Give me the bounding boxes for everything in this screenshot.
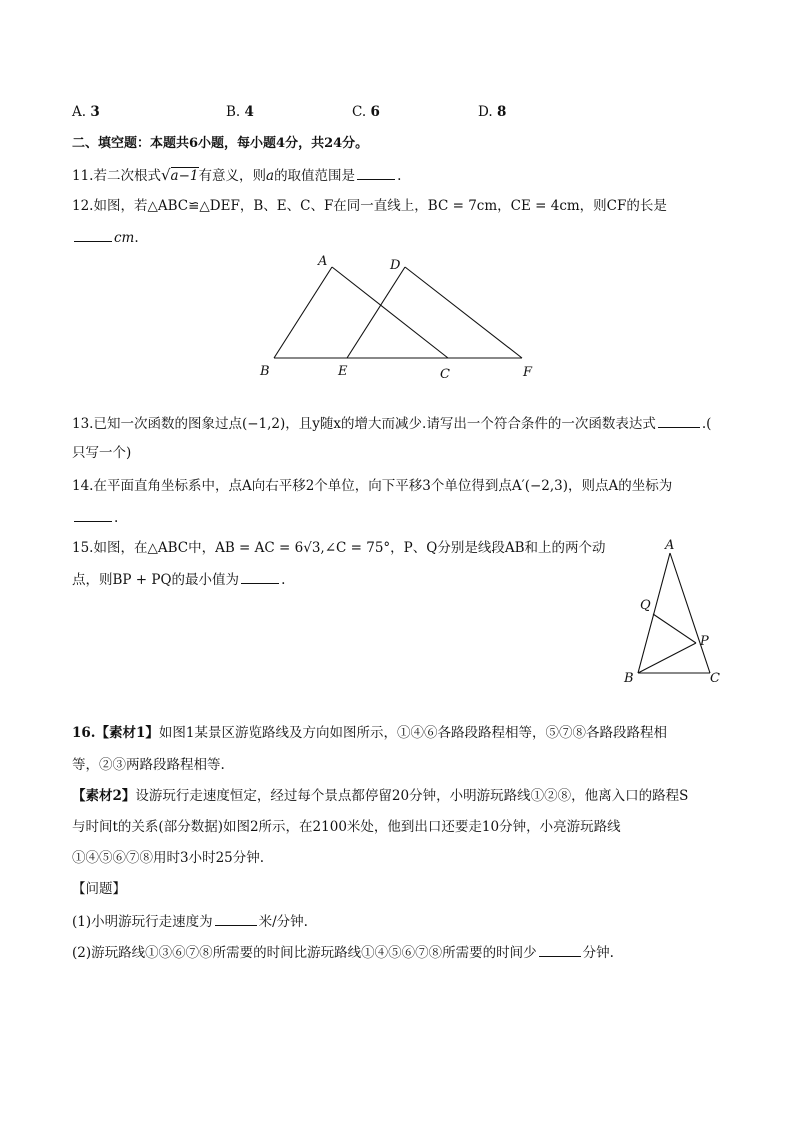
segment-ba xyxy=(274,267,332,358)
question-12-line2: cm. xyxy=(72,227,139,248)
question-15-line1: 15.如图，在△ABC中，AB = AC = 6√3,∠C = 75°，P、Q分别是线段AB和上的两个动 xyxy=(72,540,606,556)
question-16-material2-line2: 与时间t的关系(部分数据)如图2所示，在2100米处，他到出口还要走10分钟，小亮游玩路线 xyxy=(72,819,621,835)
option-b: B. 4 xyxy=(226,104,254,120)
question-16-part1: (1)小明游玩行走速度为 米/分钟. xyxy=(72,911,308,932)
segment-qp xyxy=(653,614,696,643)
label-d: D xyxy=(390,258,401,273)
option-c: C. 6 xyxy=(352,104,380,120)
label-a: A xyxy=(318,254,328,269)
segment-ed xyxy=(347,267,405,358)
question-16-material1: 16.【素材1】如图1某景区游览路线及方向如图所示，①④⑥各路段路程相等，⑤⑦⑧各路段路程相 xyxy=(72,725,667,741)
segment-ac xyxy=(332,267,448,358)
label-c: C xyxy=(440,367,450,382)
option-d: D. 8 xyxy=(478,104,507,120)
label-a: A xyxy=(665,538,675,553)
triangle-figure-12 xyxy=(250,250,550,385)
question-14-line1: 14.在平面直角坐标系中，点A向右平移2个单位，向下平移3个单位得到点A′(−2,3)，则点A的坐标为 xyxy=(72,478,673,494)
question-15-line2: 点，则BP + PQ的最小值为 . xyxy=(72,569,285,590)
question-13-line2: 只写一个) xyxy=(72,445,132,461)
question-16-part2: (2)游玩路线①③⑥⑦⑧所需要的时间比游玩路线①④⑤⑥⑦⑧所需要的时间少 分钟. xyxy=(72,942,614,963)
segment-ac xyxy=(670,553,710,673)
question-16-material2: 【素材2】设游玩行走速度恒定，经过每个景点都停留20分钟，小明游玩路线①②⑧，他离入口的路程S xyxy=(72,788,689,804)
label-b: B xyxy=(260,364,270,379)
question-16-material2-line3: ①④⑤⑥⑦⑧用时3小时25分钟. xyxy=(72,850,265,866)
label-f: F xyxy=(523,365,533,380)
question-16-problem-label: 【问题】 xyxy=(72,881,126,897)
label-b: B xyxy=(624,671,634,686)
section-heading: 二、填空题：本题共6小题，每小题4分，共24分。 xyxy=(72,136,369,151)
question-11: 11.若二次根式√a−1有意义，则a的取值范围是 . xyxy=(72,166,402,184)
segment-bp xyxy=(638,643,696,673)
segment-ab xyxy=(638,553,670,673)
triangle-figure-15 xyxy=(610,535,730,687)
label-q: Q xyxy=(640,598,651,613)
label-c: C xyxy=(710,671,720,686)
label-p: P xyxy=(700,634,709,649)
question-16-material1-line2: 等，②③两路段路程相等. xyxy=(72,757,225,773)
option-a: A. 3 xyxy=(72,104,100,120)
segment-df xyxy=(405,267,522,358)
question-14-line2: . xyxy=(72,507,118,528)
label-e: E xyxy=(338,364,348,379)
question-13-line1: 13.已知一次函数的图象过点(−1,2)，且y随x的增大而减少.请写出一个符合条件的一次函数表达式 .( xyxy=(72,413,711,434)
question-12-line1: 12.如图，若△ABC≌△DEF，B、E、C、F在同一直线上，BC = 7cm，CE = 4cm，则CF的长是 xyxy=(72,198,667,214)
